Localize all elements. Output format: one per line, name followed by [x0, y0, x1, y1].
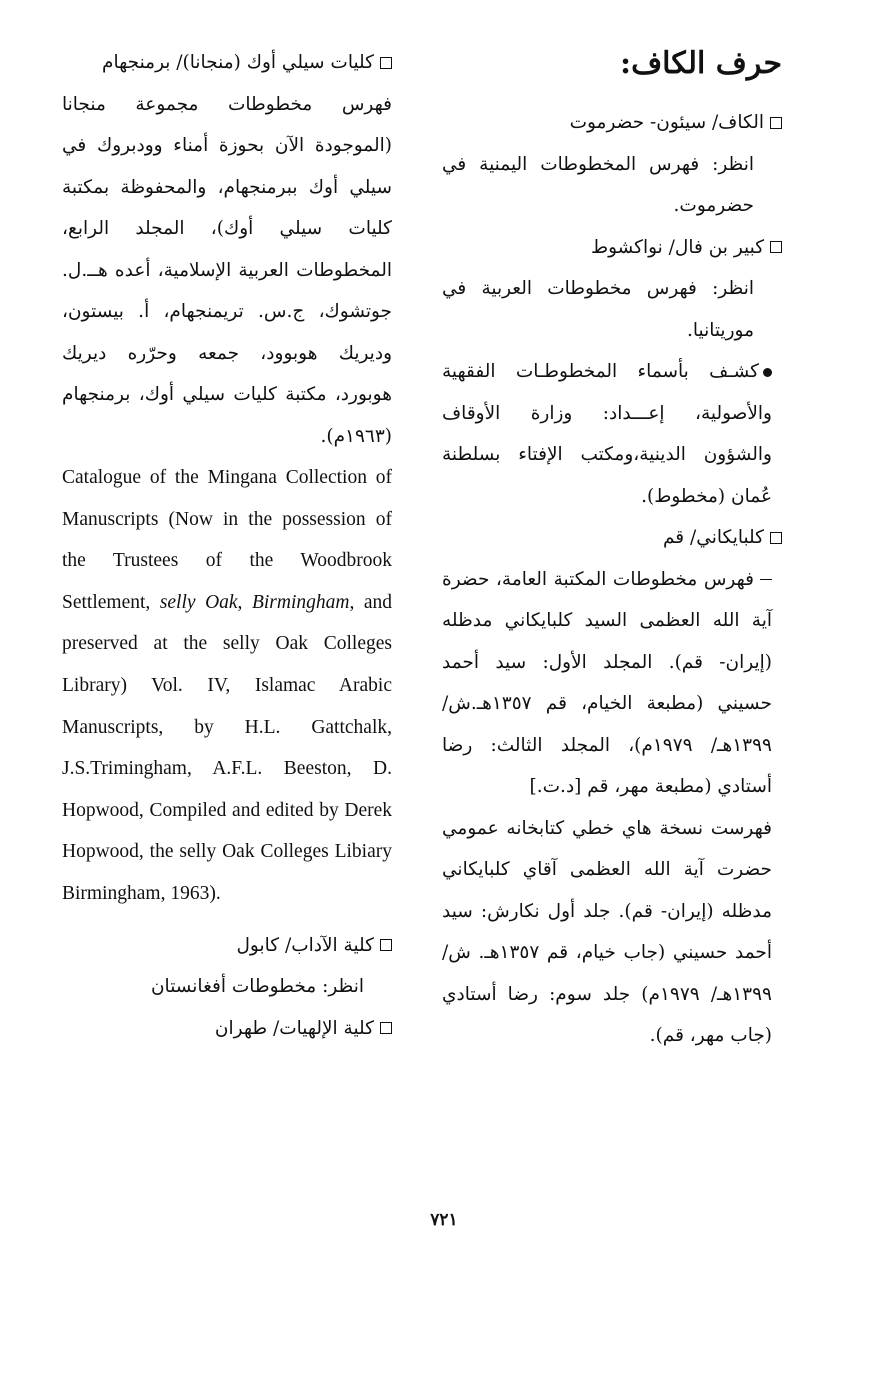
entry-body: انظر: مخطوطات أفغانستان — [150, 976, 364, 998]
page-number: ٧٢١ — [430, 1210, 458, 1230]
checkbox-square-icon — [770, 117, 782, 129]
entry-title: كلية الآداب/ كابول — [236, 934, 374, 956]
english-citation — [62, 457, 392, 915]
left-column — [62, 42, 392, 1049]
checkbox-square-icon — [380, 1022, 392, 1034]
entry-body-persian: فهرست نسخة هاي خطي كتابخانه عمومي حضرت آية الله العظمى آقاي كلبايكاني مدظله (إيران- قم). جلد أول نكارش: سيد أحمد حسيني (جاب خيام، قم ١٣٥٧هـ. ش/ ١٣٩٩هـ/ ١٩٧٩م) جلد سوم: رضا أستادي (جاب مهر، قم). — [442, 817, 772, 1046]
entry-selly-oak — [62, 42, 392, 84]
checkbox-square-icon — [380, 939, 392, 951]
right-column — [442, 42, 782, 1057]
entry-body: انظر: فهرس المخطوطات اليمنية في حضرموت. — [442, 153, 754, 216]
bullet-icon — [763, 368, 772, 377]
entry-title: الكاف/ سيئون- حضرموت — [569, 112, 764, 133]
section-heading: حرف الكاف: — [620, 46, 782, 81]
citation-text-continued: and preserved at the selly Oak Colleges Library) Vol. IV, Islamac Arabic Manuscripts, by H.L. Gattchalk, J.S.Trimingham, A.F.L. Beeston, D. Hopwood, Compiled and edited by Derek Hopwood, the selly Oak Colleges Libiary Birmingham, 1963). — [62, 591, 393, 904]
entry-title: كلبايكاني/ قم — [663, 527, 764, 548]
entry-body: كشـف بأسماء المخطوطـات الفقهية والأصولية، إعـــداد: وزارة الأوقاف والشؤون الدينية،ومكتب الإفتاء بسلطنة عُمان (مخطوط). — [442, 361, 772, 507]
entry-body: فهرس مخطوطات مجموعة منجانا (الموجودة الآن بحوزة أمناء وودبروك في سيلي أوك ببرمنجهام، والمحفوظة بمكتبة كليات سيلي أوك)، المجلد الرابع، المخطوطات العربية الإسلامية، أعده هــ.ل. جوتشوك، ج.س. تريمنجهام، أ. بيستون، وديريك هوبوود، جمعه وحرّره ديريك هوبورد، مكتبة كليات سيلي أوك، برمنجهام (١٩٦٣م). — [62, 93, 392, 447]
entry-title: كبير بن فال/ نواكشوط — [590, 236, 764, 258]
checkbox-square-icon — [380, 57, 392, 69]
entry-golpayegani-qom — [442, 517, 782, 559]
entry-kashf — [442, 351, 782, 517]
dash-icon — [760, 579, 772, 580]
entry-body: انظر: فهرس مخطوطات العربية في موريتانيا. — [442, 278, 754, 341]
entry-body — [442, 559, 782, 808]
citation-italic: selly Oak, Birmingham, — [159, 591, 355, 613]
entry-kaf-sayun — [442, 102, 782, 144]
entry-kabir-nouakchott — [442, 227, 782, 269]
citation-text: Catalogue of the Mingana Collection of Manuscripts (Now in the possession of the Trustees of the Woodbrook Settlement, — [62, 467, 392, 613]
entry-title: كلية الإلهيات/ طهران — [214, 1017, 374, 1039]
entry-tehran — [62, 1008, 392, 1050]
entry-kabul — [62, 925, 392, 967]
entry-title: كليات سيلي أوك (منجانا)/ برمنجهام — [102, 52, 374, 73]
checkbox-square-icon — [770, 532, 782, 544]
checkbox-square-icon — [770, 241, 782, 253]
entry-body-text: فهرس مخطوطات المكتبة العامة، حضرة آية الله العظمى السيد كلبايكاني مدظله (إيران- قم). المجلد الأول: سيد أحمد حسيني (مطبعة الخيام، قم ١٣٥٧هـ.ش/ ١٣٩٩هـ/ ١٩٧٩م)، المجلد الثالث: رضا أستادي (مطبعة مهر، قم [د.ت.] — [442, 568, 772, 797]
